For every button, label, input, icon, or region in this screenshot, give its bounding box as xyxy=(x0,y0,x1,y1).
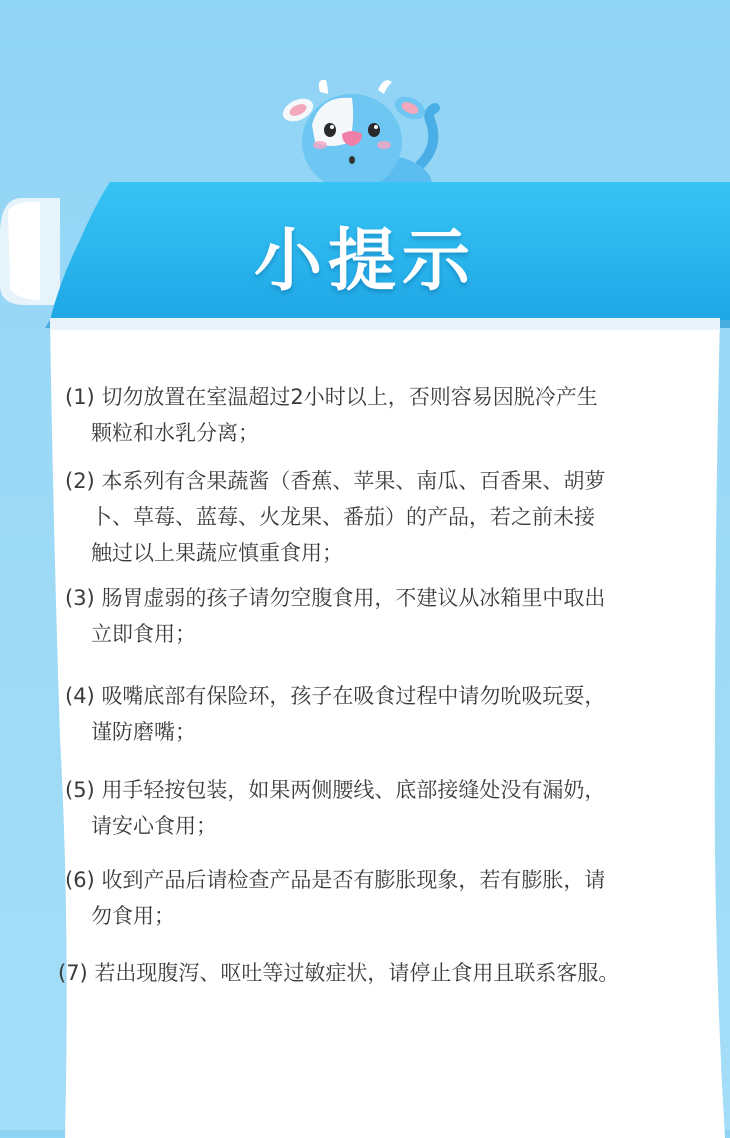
tip-text-line: 卜、草莓、蓝莓、火龙果、番茄）的产品，若之前未接 xyxy=(91,505,595,529)
tip-number: (2) xyxy=(65,469,95,493)
tip-text-line: 本系列有含果蔬酱（香蕉、苹果、南瓜、百香果、胡萝 xyxy=(101,469,606,493)
tip-number: (5) xyxy=(65,778,95,802)
tip-item-5 xyxy=(65,772,605,844)
tip-number: (7) xyxy=(58,961,88,985)
tip-number: (6) xyxy=(65,868,95,892)
tip-text-line: 谨防磨嘴； xyxy=(91,720,196,744)
tip-text-line: 颗粒和水乳分离； xyxy=(91,421,259,445)
tip-text-line: 请安心食用； xyxy=(91,814,217,838)
tip-text-line: 吸嘴底部有保险环，孩子在吸食过程中请勿吮吸玩耍， xyxy=(101,684,606,708)
tip-text-line: 肠胃虚弱的孩子请勿空腹食用，不建议从冰箱里中取出 xyxy=(101,586,606,610)
tip-number: (4) xyxy=(65,684,95,708)
tip-number: (3) xyxy=(65,586,95,610)
tip-item-2 xyxy=(65,463,605,571)
tip-text-line: 切勿放置在室温超过2小时以上，否则容易因脱冷产生 xyxy=(101,385,598,409)
tip-text-line: 用手轻按包装，如果两侧腰线、底部接缝处没有漏奶， xyxy=(101,778,606,802)
tip-text-line: 若出现腹泻、呕吐等过敏症状，请停止食用且联系客服。 xyxy=(94,961,620,985)
tip-item-3 xyxy=(65,580,605,652)
tip-item-4 xyxy=(65,678,605,750)
tip-item-1 xyxy=(65,379,598,451)
tip-text-line: 触过以上果蔬应慎重食用； xyxy=(91,541,343,565)
tip-item-7 xyxy=(58,955,619,991)
tip-text-line: 立即食用； xyxy=(91,622,196,646)
tip-item-6 xyxy=(65,862,605,934)
page-title: 小提示 xyxy=(253,222,476,301)
tip-number: (1) xyxy=(65,385,95,409)
tip-text-line: 收到产品后请检查产品是否有膨胀现象，若有膨胀，请 xyxy=(101,868,606,892)
tip-text-line: 勿食用； xyxy=(91,904,175,928)
